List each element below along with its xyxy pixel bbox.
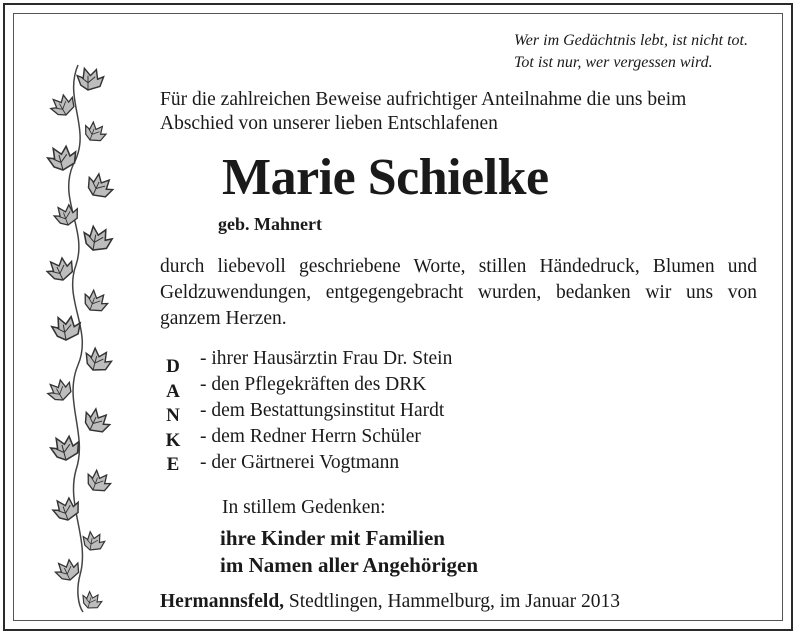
thanks-item: - dem Redner Herrn Schüler: [200, 426, 421, 447]
motto-line-2: Tot ist nur, wer vergessen wird.: [513, 54, 713, 71]
family-line-1: ihre Kinder mit Familien: [220, 526, 445, 550]
place-rest: Stedtlingen, Hammelburg, im Januar 2013: [284, 591, 621, 612]
family-line-2: im Namen aller Angehörigen: [220, 553, 479, 577]
danke-letter: K: [165, 429, 181, 451]
thanks-body-text: durch liebevoll geschriebene Worte, stillen Händedruck, Blumen und Geldzuwendungen, entgegengebracht wurden, bedanken wir uns von ganzem Herzen.: [160, 256, 757, 329]
motto-quote: [514, 30, 748, 74]
thanks-item: - den Pflegekräften des DRK: [200, 374, 427, 395]
thanks-item: - dem Bestattungsinstitut Hardt: [200, 400, 445, 421]
place-date-line: [160, 591, 620, 613]
gedenken-line: In stillem Gedenken:: [222, 497, 386, 518]
thanks-item: - ihrer Hausärztin Frau Dr. Stein: [200, 348, 453, 369]
maiden-name: geb. Mahnert: [218, 214, 322, 234]
danke-letter: D: [166, 356, 180, 377]
thanks-item: - der Gärtnerei Vogtmann: [200, 452, 400, 473]
family-signature: [220, 525, 478, 579]
danke-vertical-word: [162, 355, 184, 478]
danke-letter: E: [166, 454, 180, 475]
intro-text: Für die zahlreichen Beweise aufrichtiger Anteilnahme die uns beim Abschied von unserer lieben Entschlafenen: [160, 89, 687, 134]
thanks-list: [200, 346, 452, 476]
motto-line-1: Wer im Gedächtnis lebt, ist nicht tot.: [513, 32, 748, 49]
deceased-name: Marie Schielke: [222, 149, 549, 206]
ivy-vine-decoration: [38, 60, 118, 615]
danke-letter: A: [166, 380, 180, 402]
danke-letter: N: [166, 405, 180, 426]
place-main: Hermannsfeld,: [160, 591, 285, 612]
